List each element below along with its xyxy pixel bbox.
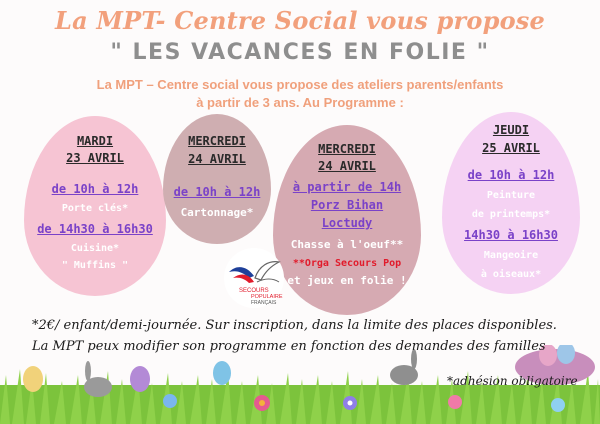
thursday-activity-morning-2: de printemps* — [471, 209, 551, 220]
logo-text-1: SECOURS — [239, 288, 269, 294]
thursday-day: JEUDI — [492, 123, 530, 137]
logo-text-3: FRANÇAIS — [251, 300, 277, 306]
wednesday-afternoon-date: 24 AVRIL — [318, 159, 376, 173]
thursday-slot-afternoon: 14h30 à 16h30 — [464, 228, 558, 242]
tuesday-slot-afternoon: de 14h30 à 16h30 — [37, 222, 153, 236]
flyer-subtitle: " LES VACANCES EN FOLIE " — [110, 40, 490, 65]
price-note: *2€/ enfant/demi-journée. Sur inscription, dans la limite des places disponibles. — [32, 318, 557, 333]
intro-line-2: à partir de 3 ans. Au Programme : — [196, 95, 404, 110]
wednesday-morning-day: MERCREDI — [188, 134, 246, 148]
membership-note: *adhésion obligatoire — [447, 374, 578, 388]
wednesday-afternoon-place-1: Porz Bihan — [310, 198, 384, 212]
wednesday-afternoon-place-2: Loctudy — [321, 216, 373, 230]
wednesday-afternoon-activity-2: et jeux en folie ! — [287, 274, 407, 287]
tuesday-slot-morning: de 10h à 12h — [51, 182, 139, 196]
wednesday-morning-slot: de 10h à 12h — [173, 185, 261, 199]
thursday-activity-morning-1: Peinture — [486, 190, 536, 201]
thursday-activity-afternoon-1: Mangeoire — [483, 250, 539, 261]
wednesday-afternoon-organizer: **Orga Secours Pop — [292, 258, 402, 269]
thursday-activity-afternoon-2: à oiseaux* — [480, 269, 542, 280]
tuesday-day: MARDI — [76, 134, 114, 148]
wednesday-afternoon-slot: à partir de 14h — [292, 180, 402, 194]
egg-thursday — [442, 112, 580, 294]
thursday-date: 25 AVRIL — [482, 141, 540, 155]
wednesday-afternoon-day: MERCREDI — [318, 142, 376, 156]
intro-line-1: La MPT – Centre social vous propose des ateliers parents/enfants — [96, 77, 504, 92]
tuesday-activity-afternoon: Cuisine* — [70, 243, 120, 254]
wednesday-morning-date: 24 AVRIL — [188, 152, 246, 166]
program-change-note: La MPT peux modifier son programme en fonction des demandes des familles — [32, 339, 546, 354]
secours-populaire-logo — [221, 248, 287, 308]
tuesday-activity-detail: " Muffins " — [61, 260, 129, 271]
tuesday-date: 23 AVRIL — [66, 151, 124, 165]
flyer-title: La MPT- Centre Social vous propose — [55, 6, 545, 35]
wednesday-afternoon-activity: Chasse à l'oeuf** — [290, 238, 404, 251]
wednesday-morning-activity: Cartonnage* — [180, 206, 254, 219]
tuesday-activity-morning: Porte clés* — [61, 203, 129, 214]
logo-text-2: POPULAIRE — [251, 294, 283, 300]
thursday-slot-morning: de 10h à 12h — [467, 168, 555, 182]
